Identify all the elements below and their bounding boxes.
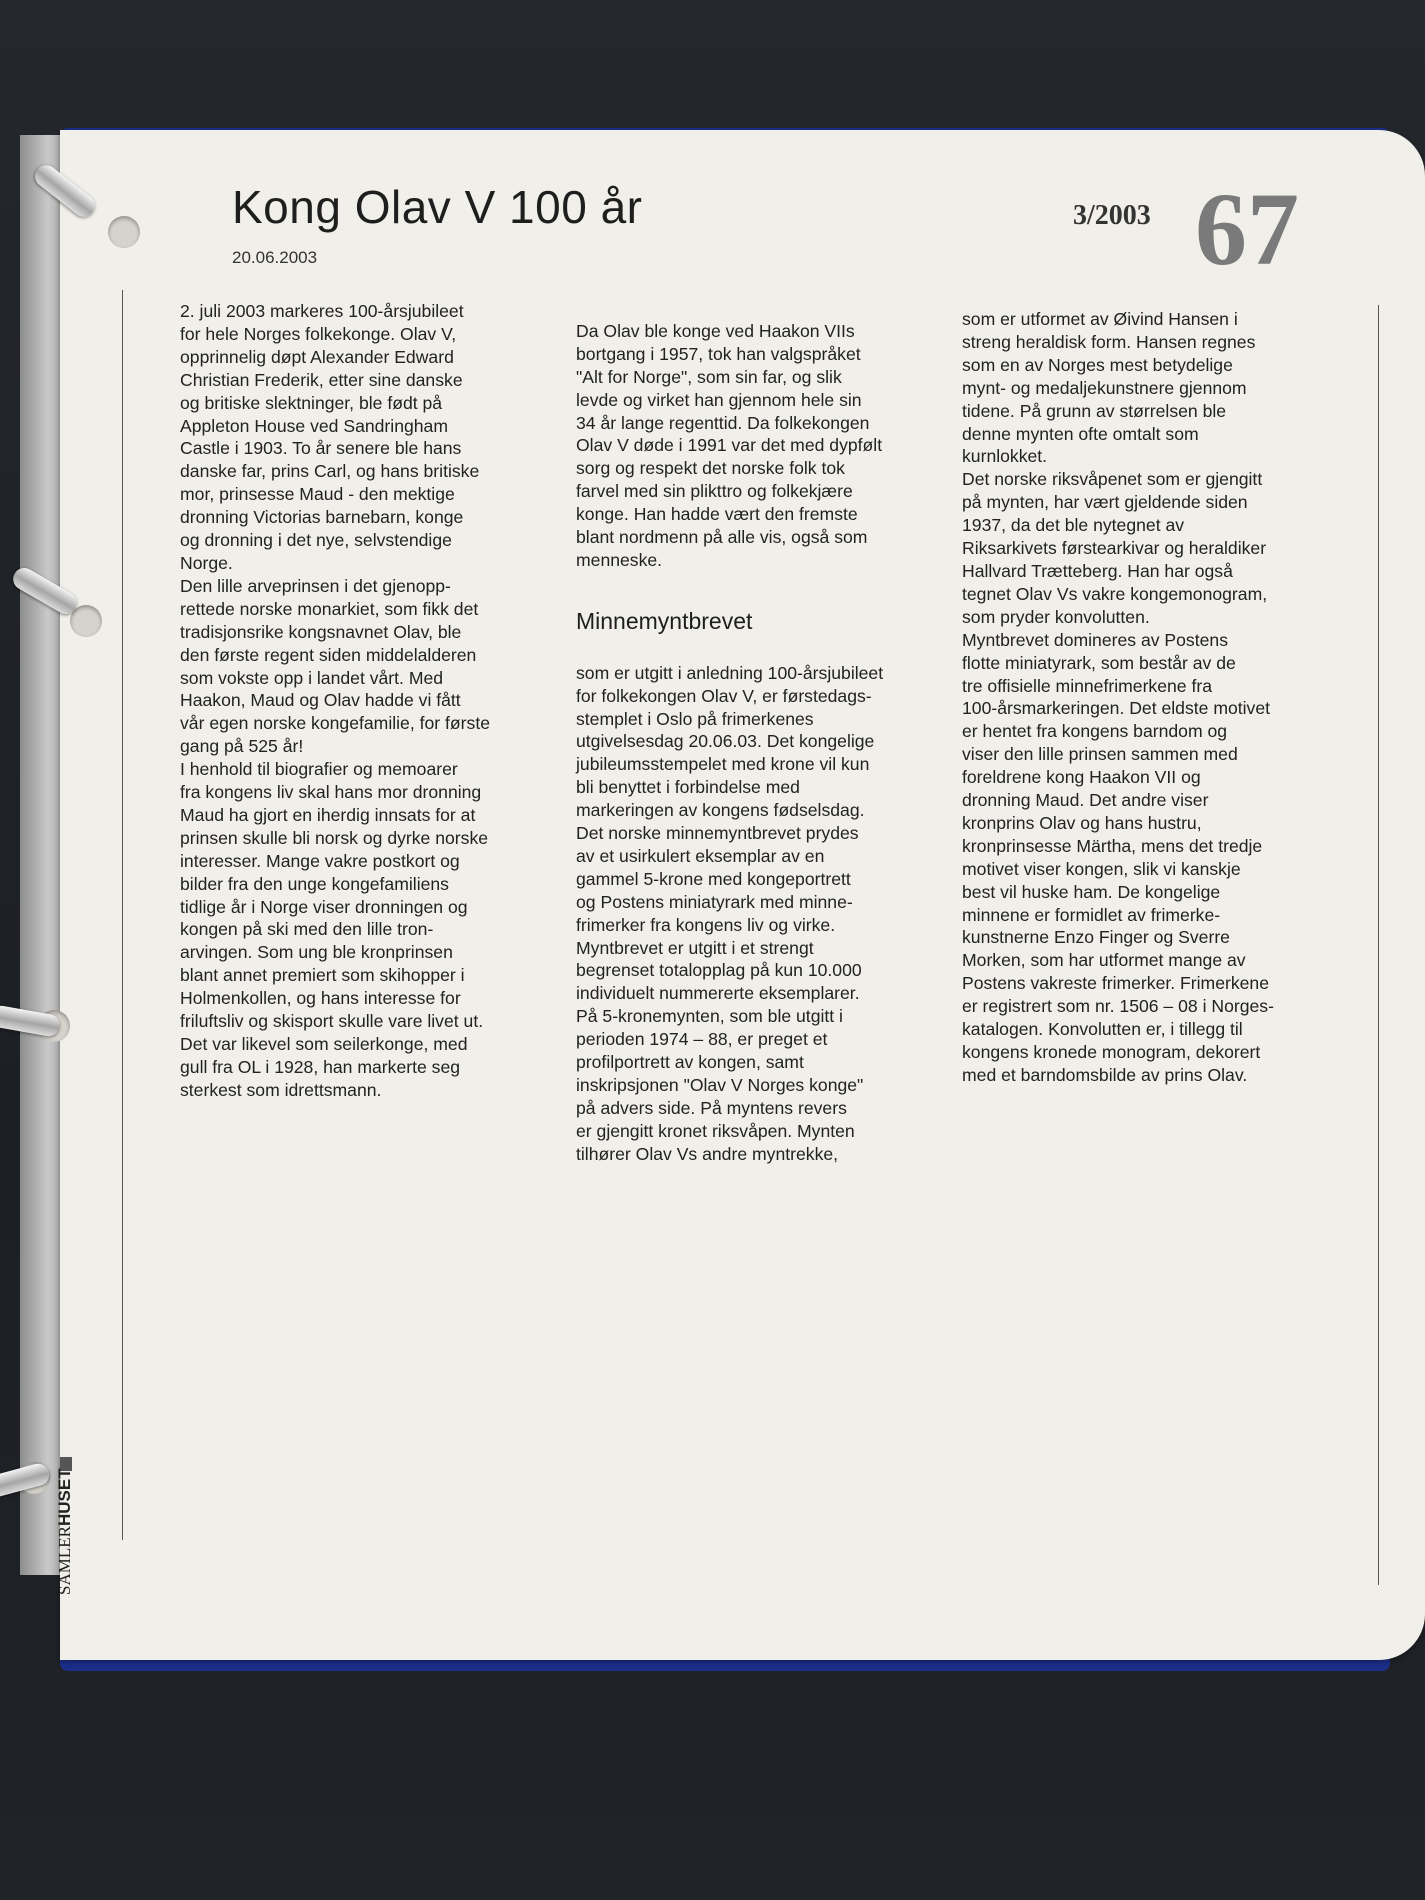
page-number: 67 — [1195, 172, 1299, 287]
page-title: Kong Olav V 100 år — [232, 181, 643, 233]
samlerhuset-logo — [55, 1468, 75, 1595]
article-column-3: som er utformet av Øivind Hansen i streng heraldisk form. Hansen regnes som en av Norges mest betydelige mynt- og medaljekunstnere gjennom tidene. På grunn av størrelsen ble denne mynten ofte omtalt som kurnlokket. Det norske riksvåpenet som er gjengitt på mynten, har vært gjeldende siden 1937, da det ble nytegnet av Riksarkivets førstearkivar og heraldiker Hallvard Trætteberg. Han har også tegnet Olav Vs vakre kongemonogram, som pryder konvolutten. Myntbrevet domineres av Postens flotte miniatyrark, som består av de tre offisielle minnefrimerkene fra 100-årsmarkeringen. Det eldste motivet er hentet fra kongens barndom og viser den lille prinsen sammen med foreldrene kong Haakon VII og dronning Maud. Det andre viser kronprins Olav og hans hustru, kronprinsesse Märtha, mens det tredje motivet viser kongen, slik vi kanskje best vil huske ham. De kongelige minnene er formidlet av frimerke- kunstnerne Enzo Finger og Sverre Morken, som har utformet mange av Postens vakreste frimerker. Frimerkene er registrert som nr. 1506 – 08 i Norges- katalogen. Konvolutten er, i tillegg til kongens kronede monogram, dekorert med et barndomsbilde av prins Olav. — [962, 309, 1274, 1085]
article-column-1: 2. juli 2003 markeres 100-årsjubileet for hele Norges folkekonge. Olav V, opprinnelig døpt Alexander Edward Christian Frederik, etter sine danske og britiske slektninger, ble født på Appleton House ved Sandringham Castle i 1903. To år senere ble hans danske far, prins Carl, og hans britiske mor, prinsesse Maud - den mektige dronning Victorias barnebarn, konge og dronning i det nye, selvstendige Norge. Den lille arveprinsen i det gjenopp- rettede norske monarkiet, som fikk det tradisjonsrike kongsnavnet Olav, ble den første regent siden middelalderen som vokste opp i landet vårt. Med Haakon, Maud og Olav hadde vi fått vår egen norske kongefamilie, for første gang på 525 år! I henhold til biografier og memoarer fra kongens liv skal hans mor dronning Maud ha gjort en iherdig innsats for at prinsen skulle bli norsk og dyrke norske interesser. Mange vakre postkort og bilder fra den unge kongefamiliens tidlige år i Norge viser dronningen og kongen på ski med den lille tron- arvingen. Som ung ble kronprinsen blant annet premiert som skihopper i Holmenkollen, og hans interesse for friluftsliv og skisport skulle vare livet ut. Det var likevel som seilerkonge, med gull fra OL i 1928, han markerte seg sterkest som idrettsmann. — [180, 301, 490, 1100]
logo-part-1: SAMLER — [55, 1526, 74, 1595]
left-margin-rule — [122, 290, 123, 1540]
punch-hole — [108, 216, 140, 248]
right-margin-rule — [1378, 305, 1379, 1585]
column-2-section-text: som er utgitt i anledning 100-årsjubileet for folkekongen Olav V, er førstedags- stemplet i Oslo på frimerkenes utgivelsesdag 20.06.03. Det kongelige jubileumsstempelet med krone vil kun bli benyttet i forbindelse med markeringen av kongens fødselsdag. Det norske minnemyntbrevet prydes av et usirkulert eksemplar av en gammel 5-krone med kongeportrett og Postens miniatyrark med minne- frimerker fra kongens liv og virke. Myntbrevet er utgitt i et strengt begrenset totalopplag på kun 10.000 individuelt nummererte eksemplarer. På 5-kronemynten, som ble utgitt i perioden 1974 – 88, er preget et profilportrett av kongen, samt inskripsjonen "Olav V Norges konge" på advers side. På myntens revers er gjengitt kronet riksvåpen. Mynten tilhører Olav Vs andre myntrekke, — [576, 662, 884, 1164]
column-2-paragraph: Da Olav ble konge ved Haakon VIIs bortgang i 1957, tok han valgspråket "Alt for Norge", som sin far, og slik levde og virket han gjennom hele sin 34 år lange regenttid. Da folkekongen Olav V døde i 1991 var det med dypfølt sorg og respekt det norske folk tok farvel med sin plikttro og folkekjære konge. Han hadde vært den fremste blant nordmenn på alle vis, også som menneske. — [576, 320, 883, 570]
page-date: 20.06.2003 — [232, 248, 318, 267]
article-column-2 — [576, 297, 941, 1189]
issue-label: 3/2003 — [1073, 200, 1151, 231]
section-heading: Minnemyntbrevet — [576, 607, 753, 634]
punch-hole — [70, 605, 102, 637]
logo-part-2: HUSET — [55, 1468, 74, 1527]
